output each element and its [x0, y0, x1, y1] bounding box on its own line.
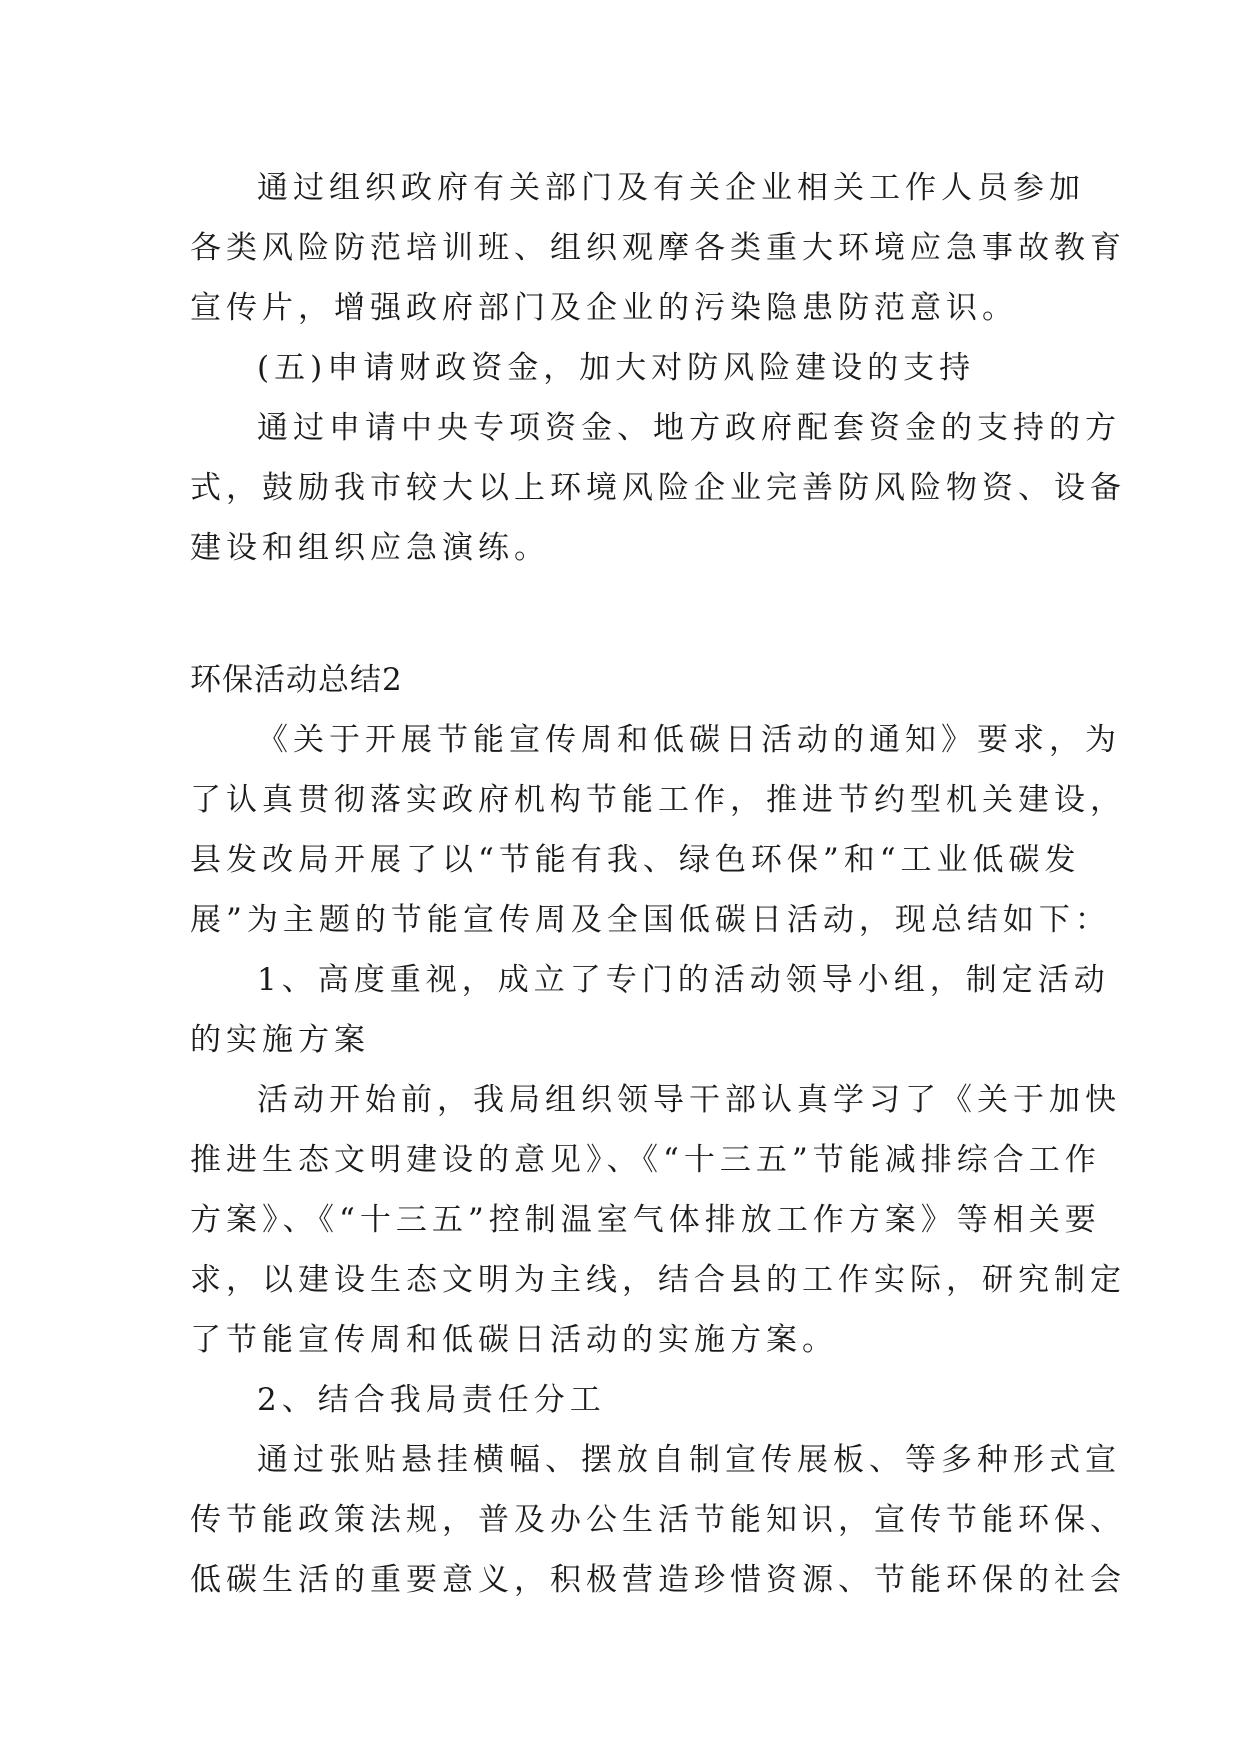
paragraph-line: 建设和组织应急演练。 [190, 530, 550, 566]
paragraph-line: 传节能政策法规，普及办公生活节能知识，宣传节能环保、 [190, 1502, 1126, 1538]
paragraph-line: 《关于开展节能宣传周和低碳日活动的通知》要求，为 [257, 722, 1121, 758]
paragraph-line: 了认真贯彻落实政府机构节能工作，推进节约型机关建设， [190, 782, 1126, 818]
paragraph-line: 低碳生活的重要意义，积极营造珍惜资源、节能环保的社会 [190, 1562, 1126, 1598]
paragraph-line: 求，以建设生态文明为主线，结合县的工作实际，研究制定 [190, 1262, 1126, 1298]
paragraph-line: 通过张贴悬挂横幅、摆放自制宣传展板、等多种形式宣 [257, 1442, 1121, 1478]
document-body [190, 158, 1126, 1610]
paragraph-line: 展”为主题的节能宣传周及全国低碳日活动，现总结如下： [190, 902, 1111, 938]
paragraph-line: 县发改局开展了以“节能有我、绿色环保”和“工业低碳发 [190, 842, 1081, 878]
paragraph-line: 活动开始前，我局组织领导干部认真学习了《关于加快 [257, 1082, 1121, 1118]
paragraph-line: 式，鼓励我市较大以上环境风险企业完善防风险物资、设备 [190, 470, 1126, 506]
subsection-heading: 2、结合我局责任分工 [257, 1382, 606, 1418]
paragraph-line: 各类风险防范培训班、组织观摩各类重大环境应急事故教育 [190, 230, 1126, 266]
subsection-heading: 1、高度重视，成立了专门的活动领导小组，制定活动 [257, 962, 1110, 998]
paragraph-line: 的实施方案 [190, 1022, 370, 1058]
paragraph-line: 通过申请中央专项资金、地方政府配套资金的支持的方 [257, 410, 1121, 446]
section-gap [190, 578, 1070, 650]
section-title: 环保活动总结2 [190, 662, 403, 698]
paragraph-line: 方案》、《“十三五”控制温室气体排放工作方案》等相关要 [190, 1202, 1101, 1238]
paragraph-line: 通过组织政府有关部门及有关企业相关工作人员参加 [257, 170, 1085, 206]
paragraph-line: 宣传片，增强政府部门及企业的污染隐患防范意识。 [190, 290, 1018, 326]
paragraph-line: 推进生态文明建设的意见》、《“十三五”节能减排综合工作 [190, 1142, 1101, 1178]
paragraph-line: 了节能宣传周和低碳日活动的实施方案。 [190, 1322, 838, 1358]
subsection-heading: (五)申请财政资金，加大对防风险建设的支持 [257, 350, 976, 386]
